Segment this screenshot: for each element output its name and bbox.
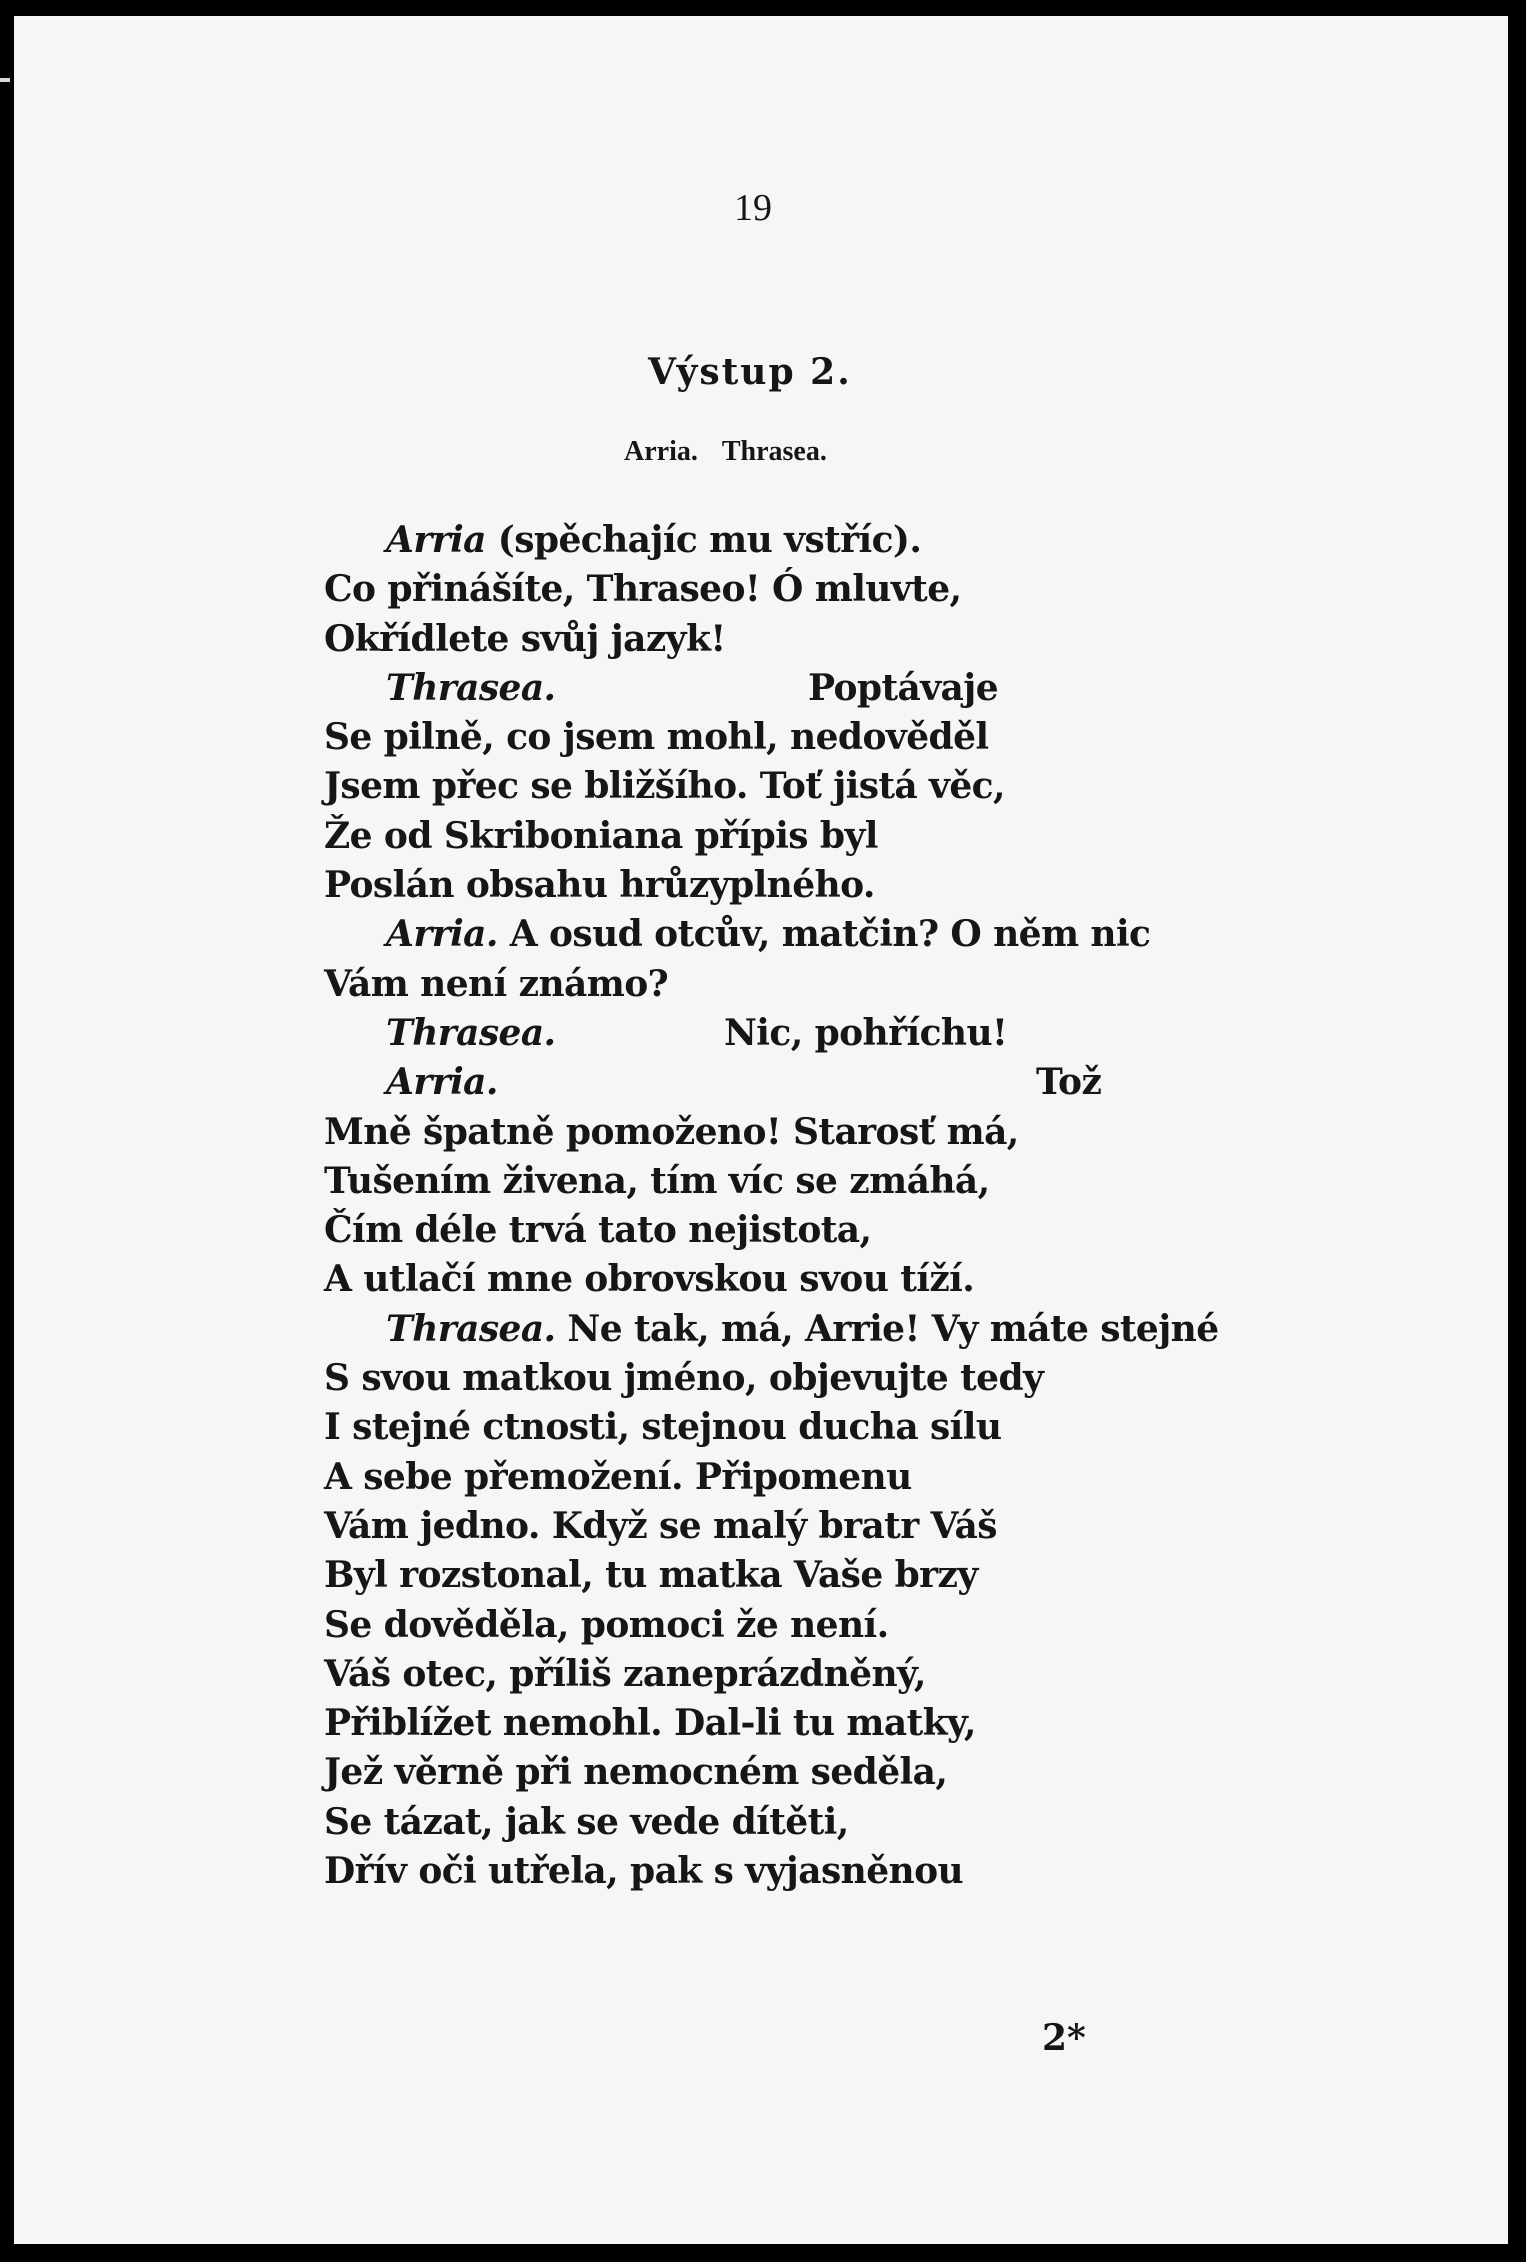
- verse-fragment: Poptávaje: [808, 666, 999, 709]
- verse-line: Poslán obsahu hrůzyplného.: [324, 864, 875, 907]
- verse-line: Vám není známo?: [324, 962, 669, 1005]
- speaker-name: Thrasea.: [386, 666, 556, 709]
- verse-fragment: Tož: [1036, 1061, 1102, 1104]
- verse-line: [324, 910, 1344, 959]
- speaker-name: Thrasea.: [386, 1011, 556, 1054]
- scan-edge-mark: [0, 78, 10, 82]
- verse-block: [324, 516, 1344, 1896]
- speaker-name: Thrasea.: [386, 1307, 556, 1350]
- stage-direction: (spěchajíc mu vstříc).: [485, 519, 922, 561]
- verse-line: Tušením živena, tím víc se zmáhá,: [324, 1159, 990, 1202]
- verse-line: Okřídlete svůj jazyk!: [324, 617, 726, 660]
- verse-text: A osud otcův, matčin? O něm nic: [497, 913, 1151, 956]
- verse-line: Byl rozstonal, tu matka Vaše brzy: [324, 1554, 978, 1597]
- verse-line: [324, 1305, 1344, 1354]
- verse-line: Mně špatně pomoženo! Starosť má,: [324, 1110, 1019, 1153]
- verse-line: Se pilně, co jsem mohl, nedověděl: [324, 716, 989, 759]
- speaker-name: Arria.: [386, 1061, 498, 1104]
- verse-line: [324, 1009, 1344, 1058]
- verse-line: A utlačí mne obrovskou svou tíží.: [324, 1258, 975, 1301]
- verse-line: A sebe přemožení. Připomenu: [324, 1455, 912, 1498]
- verse-line: Se dověděla, pomoci že není.: [324, 1603, 889, 1646]
- book-page: [14, 16, 1508, 2244]
- verse-line: [324, 516, 1344, 565]
- verse-line: Váš otec, příliš zaneprázdněný,: [324, 1652, 926, 1695]
- verse-line: Jež věrně při nemocném seděla,: [324, 1751, 948, 1794]
- verse-line: [324, 664, 1344, 713]
- verse-line: Přiblížet nemohl. Dal-li tu matky,: [324, 1702, 976, 1745]
- speaker-name: Arria: [386, 519, 486, 561]
- verse-text: Ne tak, má, Arrie! Vy máte stejné: [555, 1307, 1219, 1350]
- verse-line: Dřív oči utřela, pak s vyjasněnou: [324, 1850, 964, 1893]
- verse-line: I stejné ctnosti, stejnou ducha sílu: [324, 1406, 1002, 1449]
- character-list: [624, 436, 827, 468]
- verse-line: [324, 1058, 1344, 1107]
- speaker-name: Arria.: [386, 913, 498, 956]
- page-number: 19: [734, 187, 772, 229]
- verse-line: Se tázat, jak se vede dítěti,: [324, 1800, 849, 1843]
- verse-line: S svou matkou jméno, objevujte tedy: [324, 1357, 1044, 1400]
- character-arria: Arria.: [624, 436, 698, 467]
- verse-fragment: Nic, pohříchu!: [724, 1011, 1008, 1054]
- character-thrasea: Thrasea.: [721, 436, 827, 467]
- verse-line: Co přinášíte, Thraseo! Ó mluvte,: [324, 568, 962, 611]
- signature-mark: 2*: [1042, 2017, 1086, 2059]
- verse-line: Jsem přec se bližšího. Toť jistá věc,: [324, 765, 1005, 808]
- verse-line: Vám jedno. Když se malý bratr Váš: [324, 1504, 997, 1547]
- verse-line: Že od Skriboniana přípis byl: [324, 814, 878, 857]
- scene-title: Výstup 2.: [648, 351, 852, 393]
- verse-line: Čím déle trvá tato nejistota,: [324, 1209, 872, 1252]
